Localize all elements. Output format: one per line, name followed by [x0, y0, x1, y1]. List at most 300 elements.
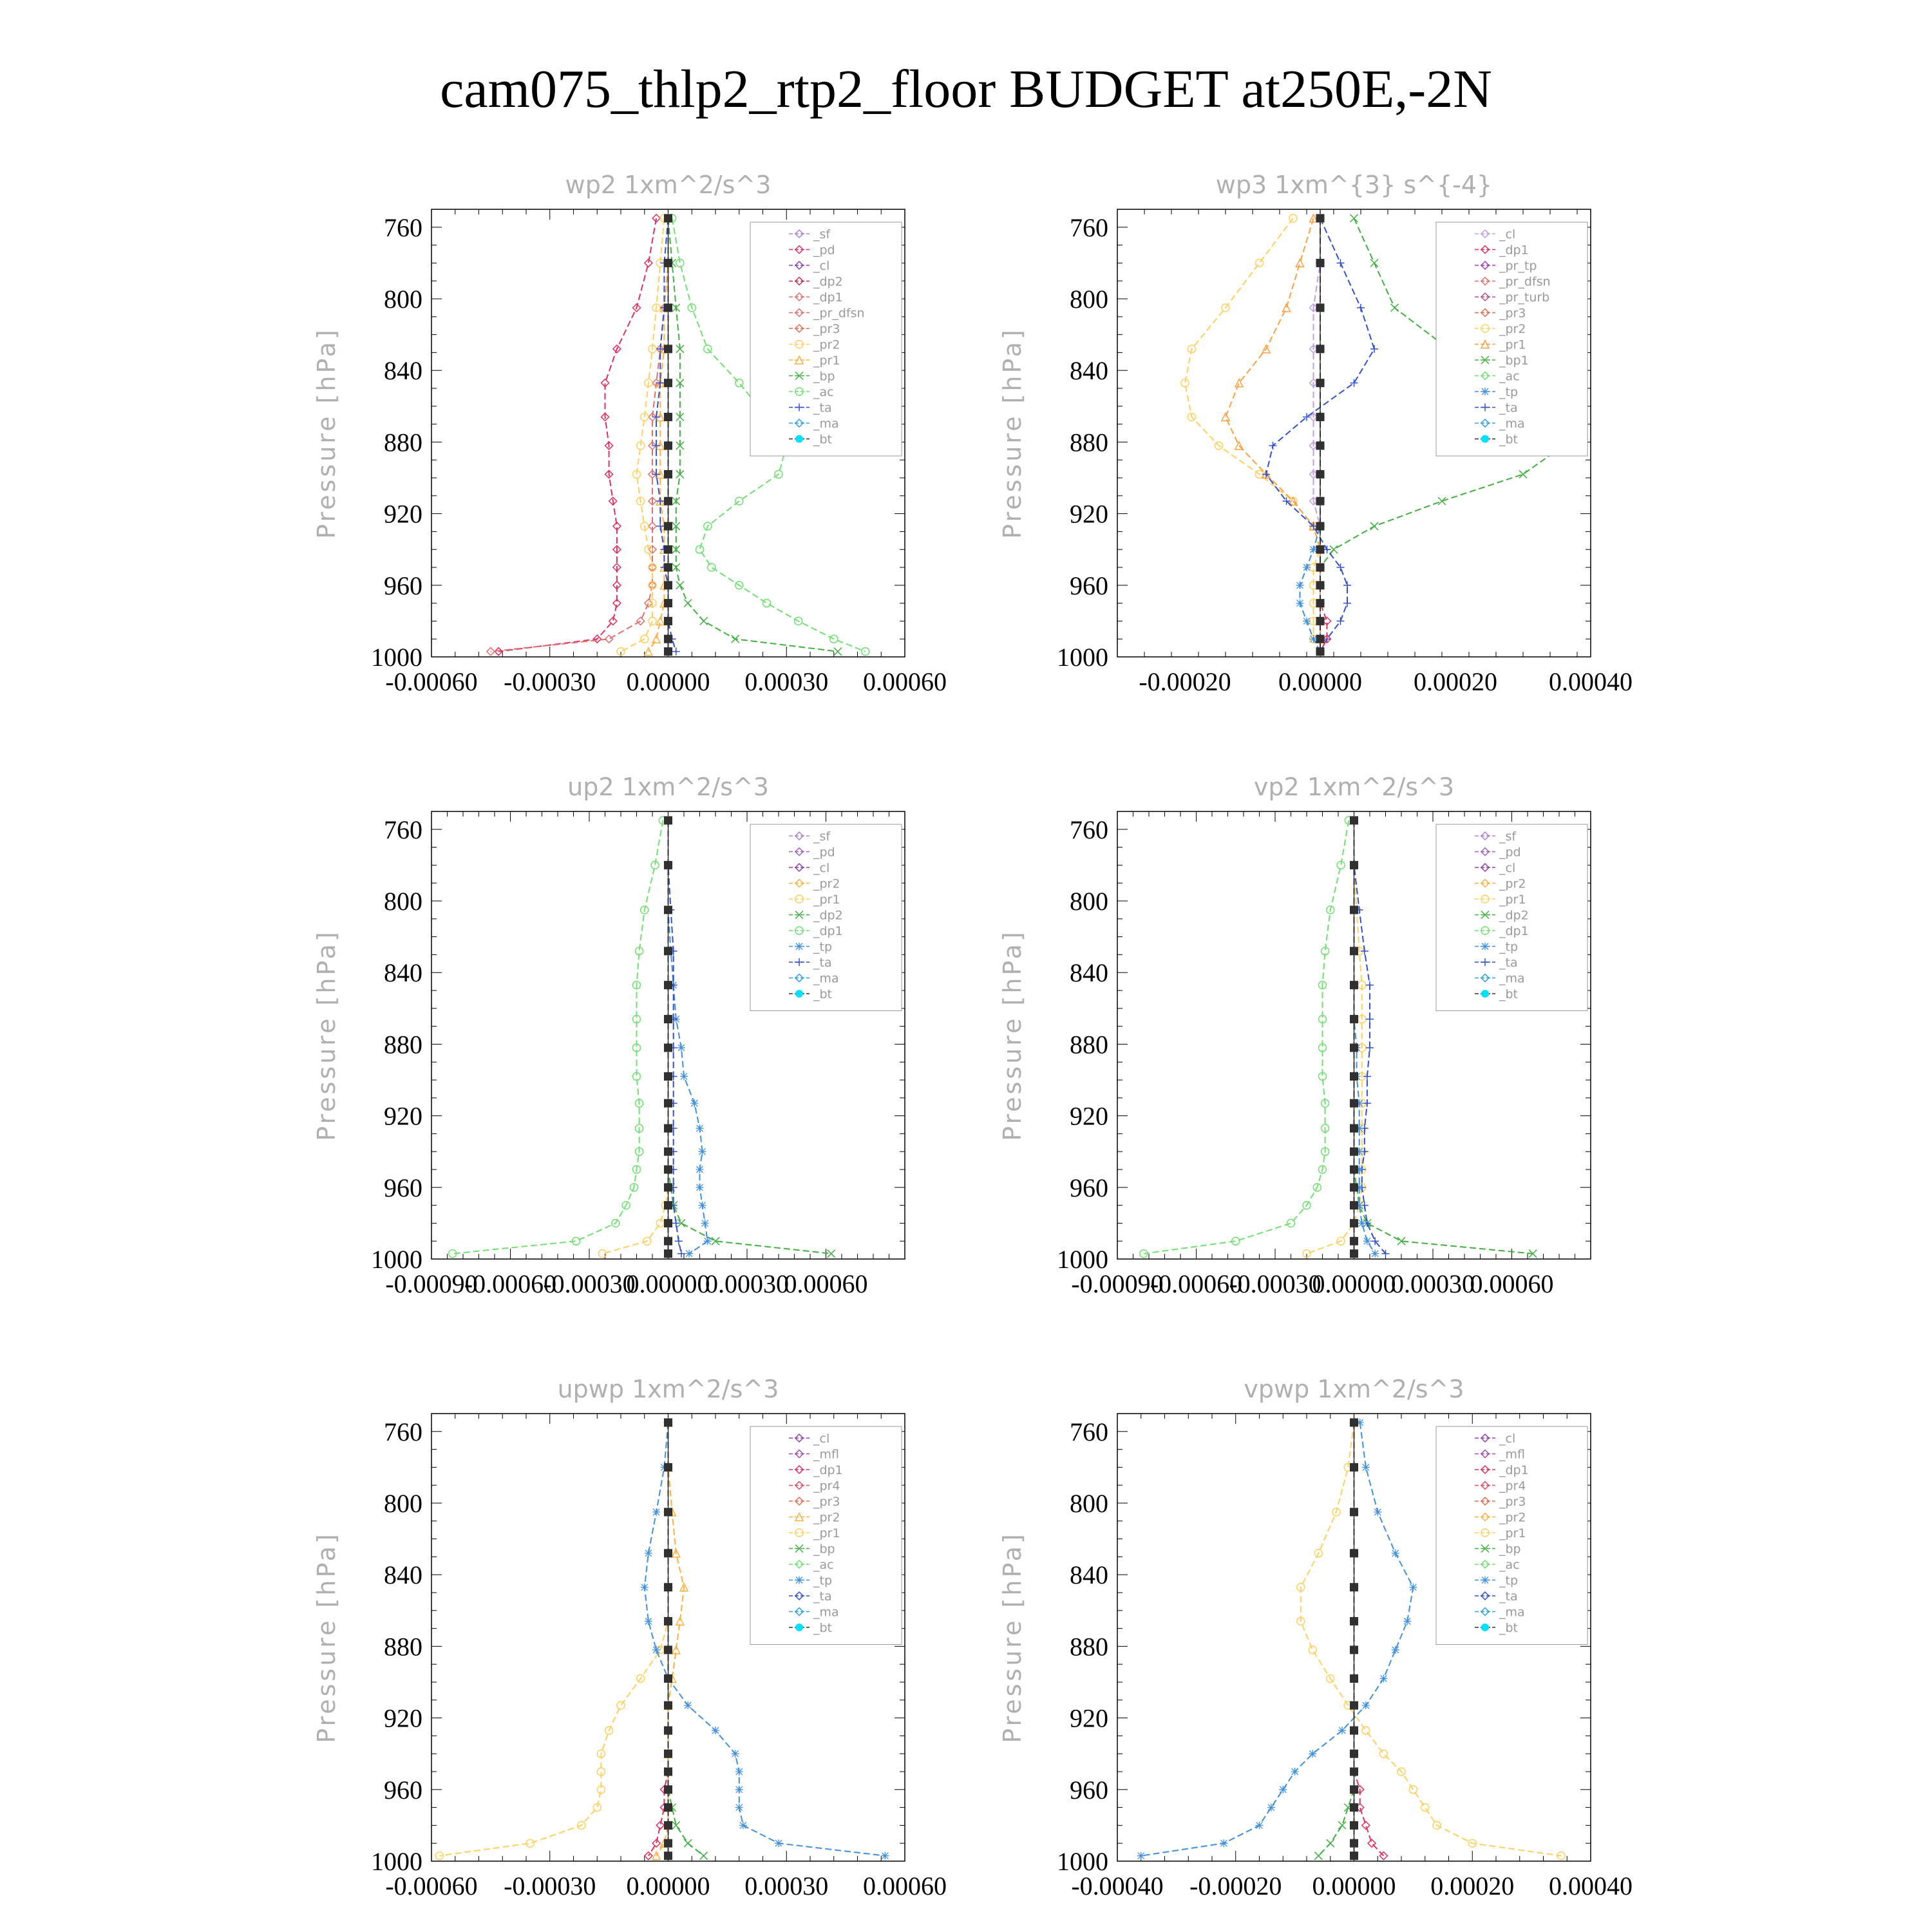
data-point: [665, 1099, 672, 1107]
legend-entry: _cl: [1499, 227, 1516, 242]
data-point: [1316, 470, 1324, 478]
data-point: [1296, 259, 1304, 267]
y-tick-label: 920: [384, 499, 422, 529]
data-point: [665, 1184, 672, 1191]
legend-entry: _bp1: [1499, 354, 1529, 368]
x-tick-label: -0.00060: [385, 667, 478, 696]
data-point: [1343, 582, 1351, 589]
data-point: [690, 1099, 698, 1107]
y-tick-label: 960: [1070, 1173, 1108, 1202]
legend-entry: _cl: [813, 259, 830, 273]
data-point: [1316, 413, 1324, 421]
legend-entry: _ta: [1499, 401, 1518, 415]
data-point: [665, 1015, 672, 1023]
data-point: [665, 345, 672, 353]
data-point: [665, 497, 672, 505]
series-pr1: [1222, 214, 1324, 656]
data-point: [1303, 564, 1311, 571]
y-tick-label: 760: [384, 815, 422, 844]
y-tick-label: 760: [384, 213, 422, 242]
x-tick-label: 0.00000: [626, 1871, 710, 1900]
data-point: [1296, 582, 1304, 589]
data-point: [1316, 564, 1324, 571]
legend-entry: _cl: [813, 1432, 830, 1446]
y-axis-label: Pressure [hPa]: [998, 1531, 1027, 1743]
legend-entry: _pr4: [813, 1479, 840, 1493]
data-point: [708, 564, 715, 571]
x-tick-label: 0.00020: [1414, 667, 1497, 696]
data-point: [701, 1219, 709, 1227]
data-point: [665, 1839, 672, 1847]
y-tick-label: 1000: [371, 1847, 422, 1876]
data-point: [1350, 981, 1358, 989]
data-point: [1350, 906, 1358, 914]
x-tick-label: 0.00000: [1312, 1269, 1396, 1298]
panel-vpwp: [982, 1359, 1633, 1932]
y-tick-label: 880: [384, 1030, 422, 1059]
data-point: [684, 1839, 692, 1847]
data-point: [1303, 617, 1311, 625]
x-tick-label: -0.00030: [543, 1269, 636, 1298]
legend-entry: _ma: [1499, 971, 1525, 986]
legend-entry: _mfl: [813, 1447, 839, 1462]
legend-entry: _bp: [1499, 1542, 1521, 1557]
panel-title: wp3 1xm^{3} s^{-4}: [1215, 171, 1493, 199]
legend-entry: _dp2: [1499, 908, 1529, 923]
data-point: [1350, 1701, 1358, 1709]
data-point: [699, 1148, 706, 1155]
legend-entry: _ma: [813, 971, 839, 986]
data-point: [699, 1202, 706, 1209]
data-point: [665, 545, 672, 553]
y-axis-label: Pressure [hPa]: [998, 327, 1027, 539]
legend-entry: _ma: [813, 1605, 839, 1620]
data-point: [700, 1852, 708, 1860]
series-bt: [1350, 1419, 1358, 1860]
data-point: [1350, 1768, 1358, 1776]
series-dp1: [449, 817, 667, 1258]
data-point: [665, 1549, 672, 1557]
legend-entry: _pr2: [813, 876, 840, 891]
data-point: [1370, 522, 1378, 530]
series-line: [1144, 820, 1349, 1254]
data-point: [1366, 981, 1374, 989]
y-tick-label: 800: [1070, 285, 1108, 314]
data-point: [1256, 259, 1264, 267]
y-tick-label: 1000: [1057, 643, 1108, 672]
x-tick-label: 0.00060: [1470, 1269, 1554, 1298]
data-point: [1350, 817, 1358, 824]
data-point: [1519, 470, 1527, 478]
x-tick-label: -0.00030: [504, 1871, 596, 1900]
x-tick-label: -0.00090: [385, 1269, 478, 1298]
data-point: [598, 1250, 606, 1258]
x-tick-label: 0.00060: [784, 1269, 868, 1298]
data-point: [1363, 1237, 1371, 1245]
y-tick-label: 920: [384, 1703, 422, 1733]
legend-entry: _bt: [1499, 432, 1519, 447]
legend-entry: _tp: [813, 940, 833, 954]
legend-entry: _pr_dfsn: [1499, 274, 1551, 289]
data-point: [1409, 1584, 1417, 1591]
x-tick-label: 0.00040: [1549, 667, 1633, 696]
data-point: [665, 304, 672, 312]
data-point: [1350, 1072, 1358, 1080]
series-bt: [665, 214, 672, 656]
data-point: [487, 648, 495, 656]
data-point: [1316, 214, 1324, 222]
data-point: [1222, 413, 1229, 421]
y-tick-label: 800: [384, 887, 422, 916]
data-point: [665, 379, 672, 387]
legend-entry: _pr1: [813, 354, 840, 368]
y-tick-label: 920: [1070, 1101, 1108, 1131]
data-point: [665, 1852, 672, 1860]
data-point: [1314, 1852, 1322, 1860]
data-point: [665, 1166, 672, 1173]
y-tick-label: 840: [384, 958, 422, 988]
legend-entry: _bp: [813, 1542, 835, 1557]
data-point: [665, 522, 672, 530]
data-point: [665, 1202, 672, 1209]
data-point: [700, 617, 708, 625]
x-tick-label: -0.00060: [464, 1269, 557, 1298]
y-tick-label: 880: [1070, 428, 1108, 457]
panel-title: vp2 1xm^2/s^3: [1253, 773, 1455, 801]
data-point: [775, 1839, 782, 1847]
data-point: [1350, 1804, 1358, 1812]
data-point: [1362, 1701, 1370, 1709]
panel-title: vpwp 1xm^2/s^3: [1244, 1375, 1464, 1403]
series-line: [453, 820, 663, 1254]
data-point: [1283, 304, 1291, 312]
legend-entry: _pr3: [1499, 306, 1526, 321]
data-point: [665, 1250, 672, 1258]
legend-marker: [1481, 943, 1489, 951]
y-tick-label: 760: [1070, 213, 1108, 242]
data-point: [665, 214, 672, 222]
series-dp1: [1140, 817, 1352, 1258]
data-point: [665, 981, 672, 989]
data-point: [665, 861, 672, 869]
data-point: [1350, 1646, 1358, 1654]
data-point: [649, 617, 656, 625]
data-point: [1350, 1219, 1358, 1227]
y-tick-label: 920: [384, 1101, 422, 1131]
data-point: [1350, 1124, 1358, 1132]
data-point: [665, 1701, 672, 1709]
y-tick-label: 840: [384, 1560, 422, 1590]
data-point: [665, 442, 672, 450]
data-point: [665, 1768, 672, 1776]
data-point: [1296, 600, 1304, 607]
legend-entry: _ac: [1499, 1558, 1520, 1572]
legend-entry: _ta: [1499, 956, 1518, 970]
data-point: [1350, 1727, 1358, 1734]
data-point: [1350, 1852, 1358, 1860]
legend-entry: _pr2: [813, 1510, 840, 1525]
data-point: [828, 1250, 835, 1258]
legend-entry: _pr1: [1499, 1526, 1526, 1540]
data-point: [1316, 379, 1324, 387]
legend-entry: _pr_dfsn: [813, 306, 865, 321]
legend-marker: [795, 1577, 803, 1584]
x-tick-label: 0.00030: [1391, 1269, 1475, 1298]
data-point: [1370, 259, 1378, 267]
legend-entry: _dp1: [1499, 1463, 1529, 1477]
y-tick-label: 800: [384, 285, 422, 314]
legend-entry: _ta: [813, 401, 832, 415]
x-tick-label: 0.00000: [1312, 1871, 1396, 1900]
data-point: [1366, 1044, 1374, 1052]
x-tick-label: -0.00060: [385, 1871, 478, 1900]
data-point: [1350, 1617, 1358, 1625]
data-point: [665, 600, 672, 607]
data-point: [1350, 1166, 1358, 1173]
data-point: [1379, 1674, 1387, 1682]
data-point: [1289, 214, 1297, 222]
data-point: [1350, 1584, 1358, 1591]
data-point: [696, 545, 704, 553]
legend-entry: _pr2: [813, 337, 840, 352]
y-tick-label: 880: [384, 428, 422, 457]
legend-entry: _pr_turb: [1499, 290, 1550, 305]
data-point: [881, 1852, 889, 1860]
data-point: [665, 1584, 672, 1591]
data-point: [685, 1250, 693, 1258]
data-point: [665, 582, 672, 589]
legend-entry: _pr1: [1499, 337, 1526, 352]
x-tick-label: -0.00020: [1139, 667, 1231, 696]
legend-entry: _tp: [1499, 385, 1519, 399]
y-tick-label: 1000: [371, 643, 422, 672]
x-tick-label: 0.00030: [744, 667, 829, 696]
data-point: [1220, 1839, 1227, 1847]
data-point: [1350, 861, 1358, 869]
data-point: [1392, 1646, 1399, 1654]
data-point: [1350, 1508, 1358, 1516]
data-point: [665, 1750, 672, 1757]
series-line: [621, 218, 664, 652]
y-tick-label: 960: [1070, 1775, 1108, 1804]
x-tick-label: 0.00000: [626, 667, 710, 696]
legend-entry: _pr1: [1499, 893, 1526, 907]
data-point: [665, 259, 672, 267]
legend-entry: _cl: [1499, 1432, 1516, 1446]
data-point: [1370, 345, 1378, 353]
data-point: [712, 1727, 719, 1734]
data-point: [665, 1804, 672, 1812]
x-tick-label: -0.00030: [1229, 1269, 1321, 1298]
legend-entry: _dp2: [813, 908, 843, 923]
panel-up2: [296, 757, 940, 1336]
data-point: [1438, 497, 1446, 505]
legend-entry: _cl: [813, 861, 830, 875]
legend-entry: _pr3: [813, 322, 840, 336]
y-tick-label: 760: [1070, 1417, 1108, 1446]
data-point: [656, 345, 664, 353]
data-point: [665, 564, 672, 571]
series-line: [1226, 218, 1320, 652]
y-axis-label: Pressure [hPa]: [312, 929, 341, 1141]
y-tick-label: 880: [384, 1632, 422, 1662]
x-tick-label: 0.00000: [1278, 667, 1362, 696]
legend-entry: _ta: [1499, 1589, 1518, 1604]
y-tick-label: 800: [1070, 887, 1108, 916]
data-point: [732, 1750, 739, 1757]
data-point: [1421, 1804, 1429, 1812]
data-point: [1316, 617, 1324, 625]
x-tick-label: -0.00030: [504, 667, 596, 696]
legend-entry: _dp1: [813, 924, 843, 938]
legend-marker: [795, 943, 803, 951]
legend-entry: _bt: [813, 1621, 833, 1635]
data-point: [735, 379, 743, 387]
data-point: [1350, 1674, 1358, 1682]
data-point: [1350, 1044, 1358, 1052]
legend-marker: [1481, 388, 1489, 395]
y-tick-label: 760: [384, 1417, 422, 1446]
x-tick-label: -0.00040: [1071, 1871, 1164, 1900]
y-tick-label: 880: [1070, 1632, 1108, 1662]
panel-title: up2 1xm^2/s^3: [567, 773, 769, 801]
legend-entry: _bp: [813, 369, 835, 384]
legend-marker: [1481, 1624, 1489, 1631]
data-point: [1316, 648, 1324, 656]
data-point: [1350, 1750, 1358, 1757]
data-point: [1350, 214, 1358, 222]
series-line: [1318, 1423, 1354, 1856]
data-point: [1357, 304, 1365, 312]
legend-entry: _dp1: [813, 290, 843, 305]
legend-entry: _sf: [1499, 829, 1517, 844]
data-point: [1137, 1852, 1145, 1860]
x-tick-label: 0.00040: [1549, 1871, 1633, 1900]
legend-entry: _pr2: [1499, 1510, 1526, 1525]
data-point: [665, 470, 672, 478]
data-point: [735, 1768, 743, 1776]
data-point: [1327, 1839, 1334, 1847]
legend-entry: _pd: [813, 243, 835, 258]
data-point: [1309, 1750, 1316, 1757]
data-point: [696, 1166, 704, 1173]
data-point: [665, 1463, 672, 1471]
data-point: [617, 1701, 625, 1709]
panel-wp3: [982, 155, 1633, 734]
legend-marker: [1481, 1577, 1489, 1584]
legend-entry: _ma: [813, 417, 839, 431]
x-tick-label: -0.00090: [1071, 1269, 1164, 1298]
series-bt: [665, 817, 672, 1258]
y-tick-label: 1000: [371, 1245, 422, 1274]
legend-entry: _ta: [813, 956, 832, 970]
x-tick-label: 0.00020: [1430, 1871, 1515, 1900]
data-point: [1379, 1750, 1387, 1757]
data-point: [677, 1044, 685, 1052]
legend-entry: _pr_tp: [1499, 259, 1537, 273]
series-line: [668, 1423, 704, 1856]
data-point: [735, 1786, 743, 1794]
data-point: [665, 1617, 672, 1625]
data-point: [665, 1508, 672, 1516]
x-tick-label: -0.00060: [1150, 1269, 1243, 1298]
data-point: [656, 1219, 664, 1227]
data-point: [696, 1124, 704, 1132]
data-point: [1279, 1786, 1287, 1794]
legend-entry: _dp1: [1499, 924, 1529, 938]
data-point: [696, 1184, 704, 1191]
data-point: [1392, 1549, 1399, 1557]
data-point: [680, 1072, 688, 1080]
y-axis-label: Pressure [hPa]: [312, 1531, 341, 1743]
data-point: [1316, 600, 1324, 607]
legend-entry: _bt: [813, 432, 833, 447]
panel-wp2: [296, 155, 947, 734]
data-point: [665, 1219, 672, 1227]
data-point: [1362, 1463, 1370, 1471]
y-tick-label: 960: [384, 1173, 422, 1202]
data-point: [1409, 1786, 1417, 1794]
data-point: [665, 1072, 672, 1080]
legend-marker: [795, 1624, 803, 1631]
series-bt: [665, 1419, 672, 1860]
data-point: [1316, 545, 1324, 553]
panel-vp2: [982, 757, 1626, 1336]
data-point: [1350, 1184, 1358, 1191]
legend-entry: _sf: [813, 227, 831, 242]
y-tick-label: 840: [384, 356, 422, 386]
data-point: [834, 648, 842, 656]
data-point: [645, 1549, 652, 1557]
data-point: [1350, 1821, 1358, 1829]
data-point: [1350, 1202, 1358, 1209]
x-tick-label: 0.00060: [863, 1871, 947, 1900]
data-point: [684, 600, 692, 607]
data-point: [1366, 1015, 1374, 1023]
series-pr1: [435, 1419, 672, 1860]
legend-entry: _pr2: [1499, 876, 1526, 891]
y-axis-label: Pressure [hPa]: [998, 929, 1027, 1141]
y-tick-label: 960: [384, 1775, 422, 1804]
data-point: [684, 1701, 692, 1709]
data-point: [1316, 497, 1324, 505]
data-point: [665, 906, 672, 914]
legend-entry: _ma: [1499, 1605, 1525, 1620]
legend-entry: _dp2: [813, 274, 843, 289]
data-point: [1362, 1821, 1370, 1829]
data-point: [1350, 1250, 1358, 1258]
series-tp: [1137, 1419, 1417, 1860]
data-point: [665, 635, 672, 643]
data-point: [1287, 1219, 1295, 1227]
data-point: [1316, 345, 1324, 353]
x-tick-label: 0.00060: [863, 667, 947, 696]
series-line: [498, 218, 656, 652]
data-point: [1337, 259, 1345, 267]
series-pd: [495, 214, 660, 656]
legend-entry: _ma: [1499, 417, 1525, 431]
data-point: [1350, 1015, 1358, 1023]
data-point: [704, 1237, 712, 1245]
y-tick-label: 960: [1070, 571, 1108, 600]
y-tick-label: 840: [1070, 958, 1108, 988]
y-tick-label: 760: [1070, 815, 1108, 844]
data-point: [665, 413, 672, 421]
data-point: [1371, 1250, 1379, 1258]
data-point: [1358, 1219, 1366, 1227]
data-point: [1330, 545, 1338, 553]
legend-entry: _pr1: [813, 893, 840, 907]
